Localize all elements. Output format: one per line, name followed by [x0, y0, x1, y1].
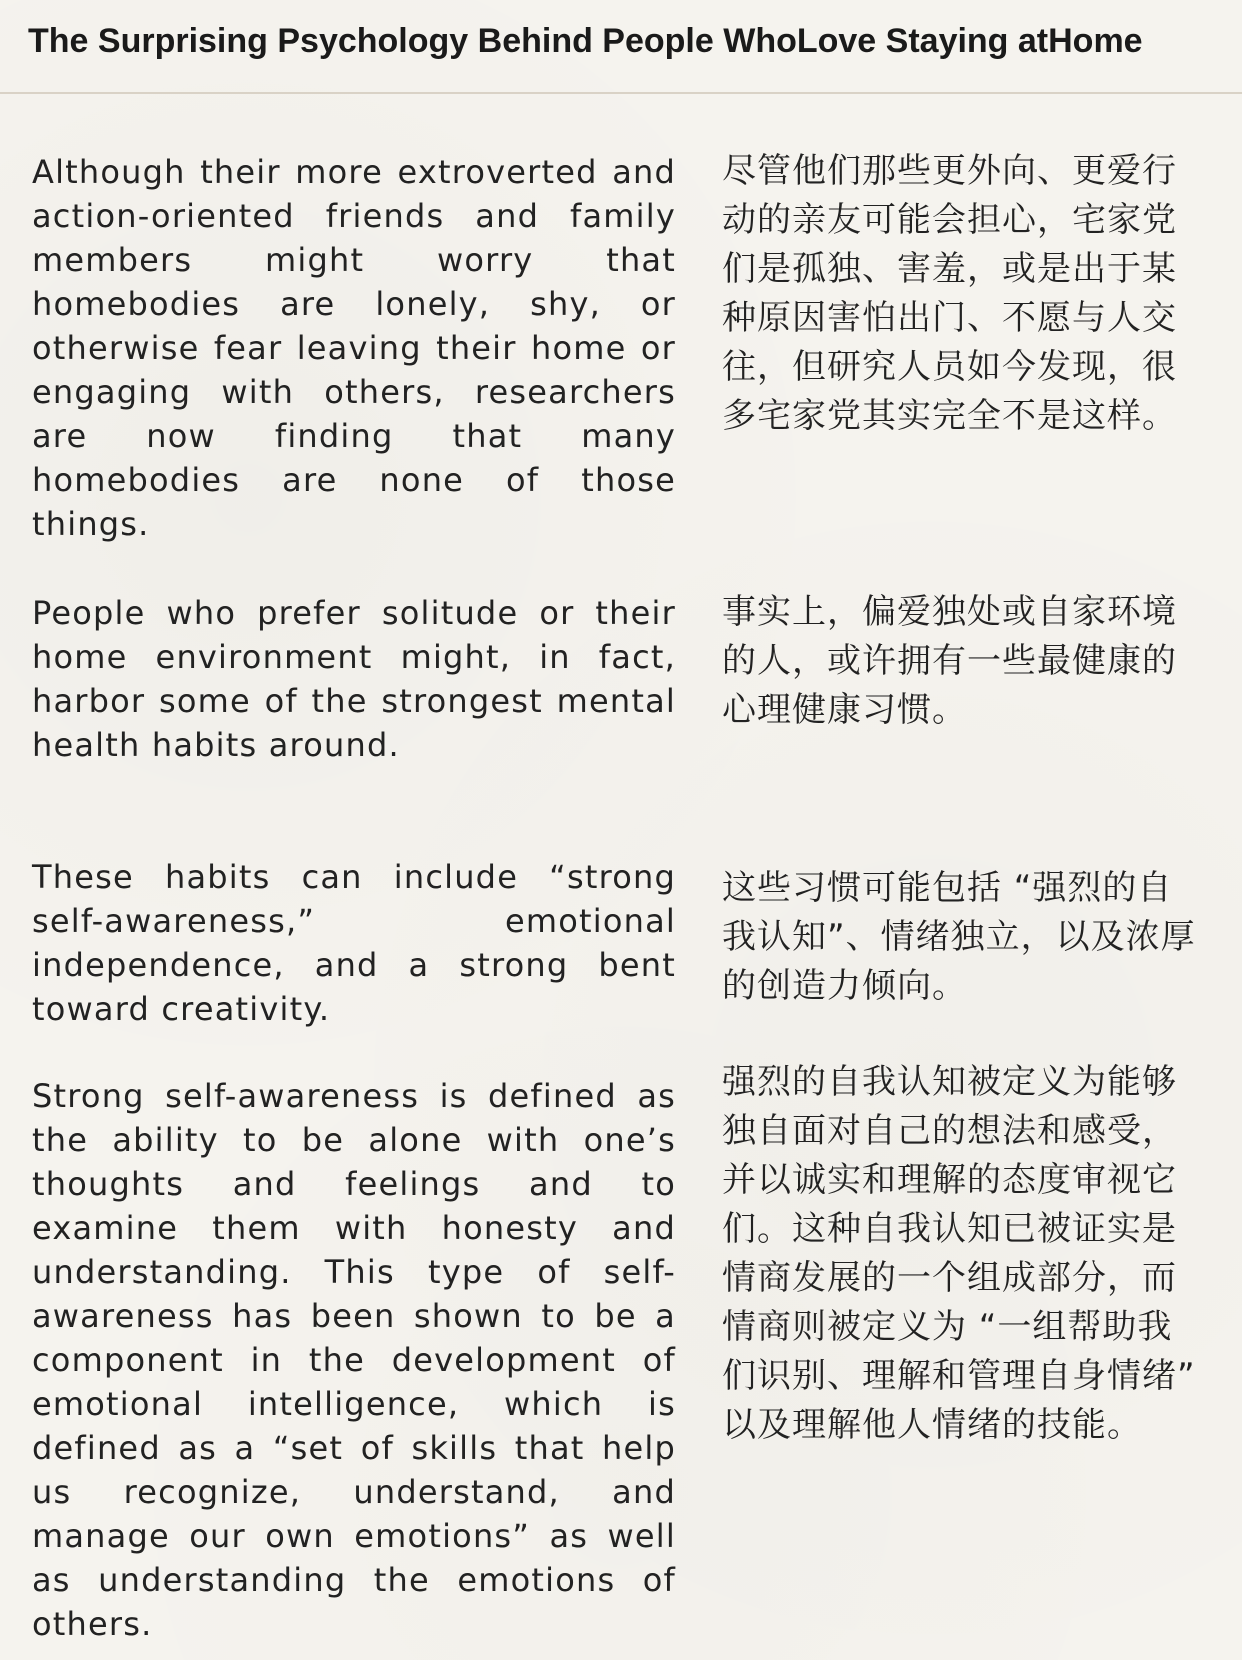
paragraph-english-4: Strong self-awareness is defined as the ability to be alone with one’s thoughts and feelings and to examine them with honesty and understanding. This type of self-awareness has been shown to be a component in the development of emotional intelligence, which is defined as a “set of skills that help us recognize, understand, and manage our own emotions” as well as understanding the emotions of others. [32, 1077, 676, 1643]
paragraph-english-2: People who prefer solitude or their home environment might, in fact, harbor some of the strongest mental health habits around. [32, 594, 676, 764]
paragraph-english-3: These habits can include “strong self-awareness,” emotional independence, and a strong bent toward creativity. [32, 858, 676, 1028]
paragraph-chinese-4: 强烈的自我认知被定义为能够独自面对自己的想法和感受，并以诚实和理解的态度审视它们。这种自我认知已被证实是情商发展的一个组成部分，而情商则被定义为 “一组帮助我们识别、理解和管理自身情绪” 以及理解他人情绪的技能。 [722, 1062, 1196, 1445]
header [0, 0, 1242, 94]
paragraph-chinese-1: 尽管他们那些更外向、更爱行动的亲友可能会担心，宅家党们是孤独、害羞，或是出于某种原因害怕出门、不愿与人交往，但研究人员如今发现，很多宅家党其实完全不是这样。 [722, 151, 1177, 436]
paragraph-chinese-3: 这些习惯可能包括 “强烈的自我认知”、情绪独立，以及浓厚的创造力倾向。 [722, 868, 1196, 1006]
page-title: The Surprising Psychology Behind People WhoLove Staying atHome [28, 22, 1143, 60]
paragraph-chinese-2: 事实上，偏爱独处或自家环境的人，或许拥有一些最健康的心理健康习惯。 [722, 592, 1177, 730]
paragraph-english-1: Although their more extroverted and action-oriented friends and family members might worry that homebodies are lonely, shy, or otherwise fear leaving their home or engaging with others, researchers are now finding that many homebodies are none of those things. [32, 153, 676, 543]
